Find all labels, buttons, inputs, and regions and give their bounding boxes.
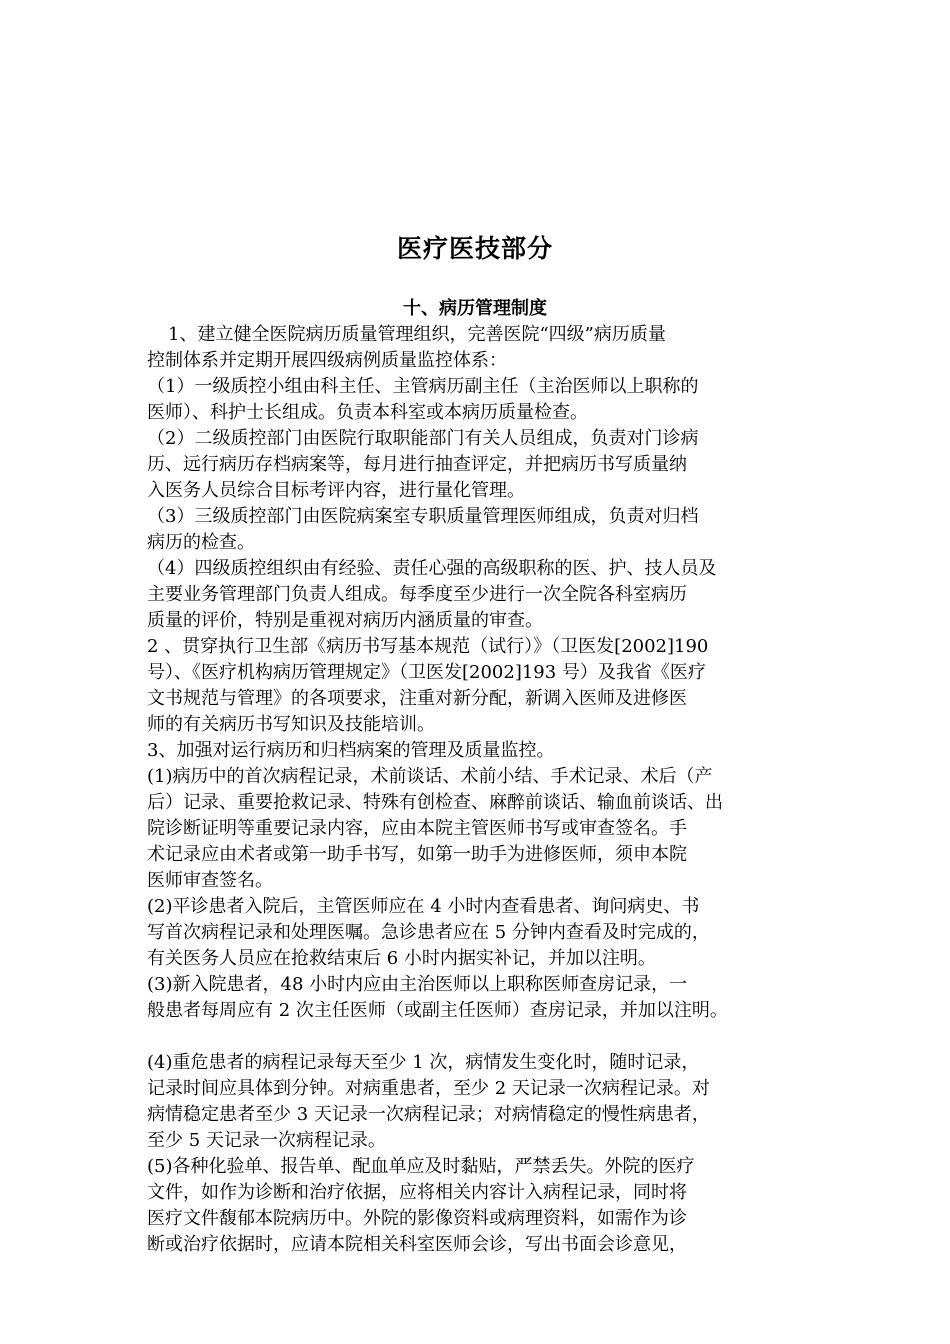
paragraph-line: 写首次病程记录和处理医嘱。急诊患者应在 5 分钟内查看及时完成的，	[147, 922, 710, 943]
paragraph-line: 历、远行病历存档病案等，每月进行抽查评定，并把病历书写质量纳	[147, 454, 687, 475]
paragraph-line: 医疗文件馥郁本院病历中。外院的影像资料或病理资料，如需作为诊	[147, 1208, 687, 1229]
section-title: 十、病历管理制度	[403, 298, 547, 319]
paragraph-line: 后）记录、重要抢救记录、特殊有创检查、麻醉前谈话、输血前谈话、出	[147, 792, 723, 813]
paragraph-line: 师的有关病历书写知识及技能培训。	[147, 714, 435, 735]
paragraph-line: (3)新入院患者，48 小时内应由主治医师以上职称医师查房记录，一	[147, 974, 688, 995]
paragraph-line: 控制体系并定期开展四级病例质量监控体系：	[147, 350, 507, 371]
paragraph-line: 记录时间应具体到分钟。对病重患者，至少 2 天记录一次病程记录。对	[147, 1078, 710, 1099]
paragraph-line: 有关医务人员应在抢救结束后 6 小时内据实补记，并加以注明。	[147, 948, 656, 969]
paragraph-line: (2)平诊患者入院后，主管医师应在 4 小时内查看患者、询问病史、书	[147, 896, 700, 917]
paragraph-line: 医师审查签名。	[147, 870, 273, 891]
paragraph-line: (1)病历中的首次病程记录，术前谈话、术前小结、手术记录、术后（产	[147, 766, 713, 787]
paragraph-line: （4）四级质控组织由有经验、责任心强的高级职称的医、护、技人员及	[147, 558, 717, 579]
paragraph-line: 质量的评价，特别是重视对病历内涵质量的审查。	[147, 610, 543, 631]
paragraph-line: (4)重危患者的病程记录每天至少 1 次，病情发生变化时，随时记录，	[147, 1052, 700, 1073]
paragraph-line: 文件，如作为诊断和治疗依据，应将相关内容计入病程记录，同时将	[147, 1182, 687, 1203]
paragraph-line: 至少 5 天记录一次病程记录。	[147, 1130, 386, 1151]
paragraph-line: （1）一级质控小组由科主任、主管病历副主任（主治医师以上职称的	[147, 376, 699, 397]
paragraph-line: 1、建立健全医院病历质量管理组织，完善医院“四级”病历质量	[168, 324, 666, 345]
paragraph-line: （2）二级质控部门由医院行取职能部门有关人员组成，负责对门诊病	[147, 428, 699, 449]
paragraph-line: （3）三级质控部门由医院病案室专职质量管理医师组成，负责对归档	[147, 506, 699, 527]
paragraph-line: 术记录应由术者或第一助手书写，如第一助手为进修医师，须申本院	[147, 844, 687, 865]
paragraph-line: 断或治疗依据时，应请本院相关科室医师会诊，写出书面会诊意见，	[147, 1234, 687, 1255]
paragraph-line: 院诊断证明等重要记录内容，应由本院主管医师书写或审查签名。手	[147, 818, 687, 839]
paragraph-line: 主要业务管理部门负责人组成。每季度至少进行一次全院各科室病历	[147, 584, 687, 605]
paragraph-line: (5)各种化验单、报告单、配血单应及时黏贴，严禁丢失。外院的医疗	[147, 1156, 695, 1177]
document-title: 医疗医技部分	[396, 234, 553, 263]
paragraph-line: 医师）、科护士长组成。负责本科室或本病历质量检查。	[147, 402, 588, 423]
paragraph-line: 2 、贯穿执行卫生部《病历书写基本规范（试行）》（卫医发[2002]190	[147, 636, 709, 657]
paragraph-line: 文书规范与管理》的各项要求，注重对新分配，新调入医师及进修医	[147, 688, 687, 709]
paragraph-line: 般患者每周应有 2 次主任医师（或副主任医师）查房记录，并加以注明。	[147, 1000, 728, 1021]
paragraph-line: 病历的检查。	[147, 532, 255, 553]
paragraph-line: 入医务人员综合目标考评内容，进行量化管理。	[147, 480, 525, 501]
paragraph-line: 病情稳定患者至少 3 天记录一次病程记录；对病情稳定的慢性病患者，	[147, 1104, 710, 1125]
paragraph-line: 3、加强对运行病历和归档病案的管理及质量监控。	[147, 740, 555, 761]
paragraph-line: 号）、《医疗机构病历管理规定》（卫医发[2002]193 号）及我省《医疗	[147, 662, 706, 683]
